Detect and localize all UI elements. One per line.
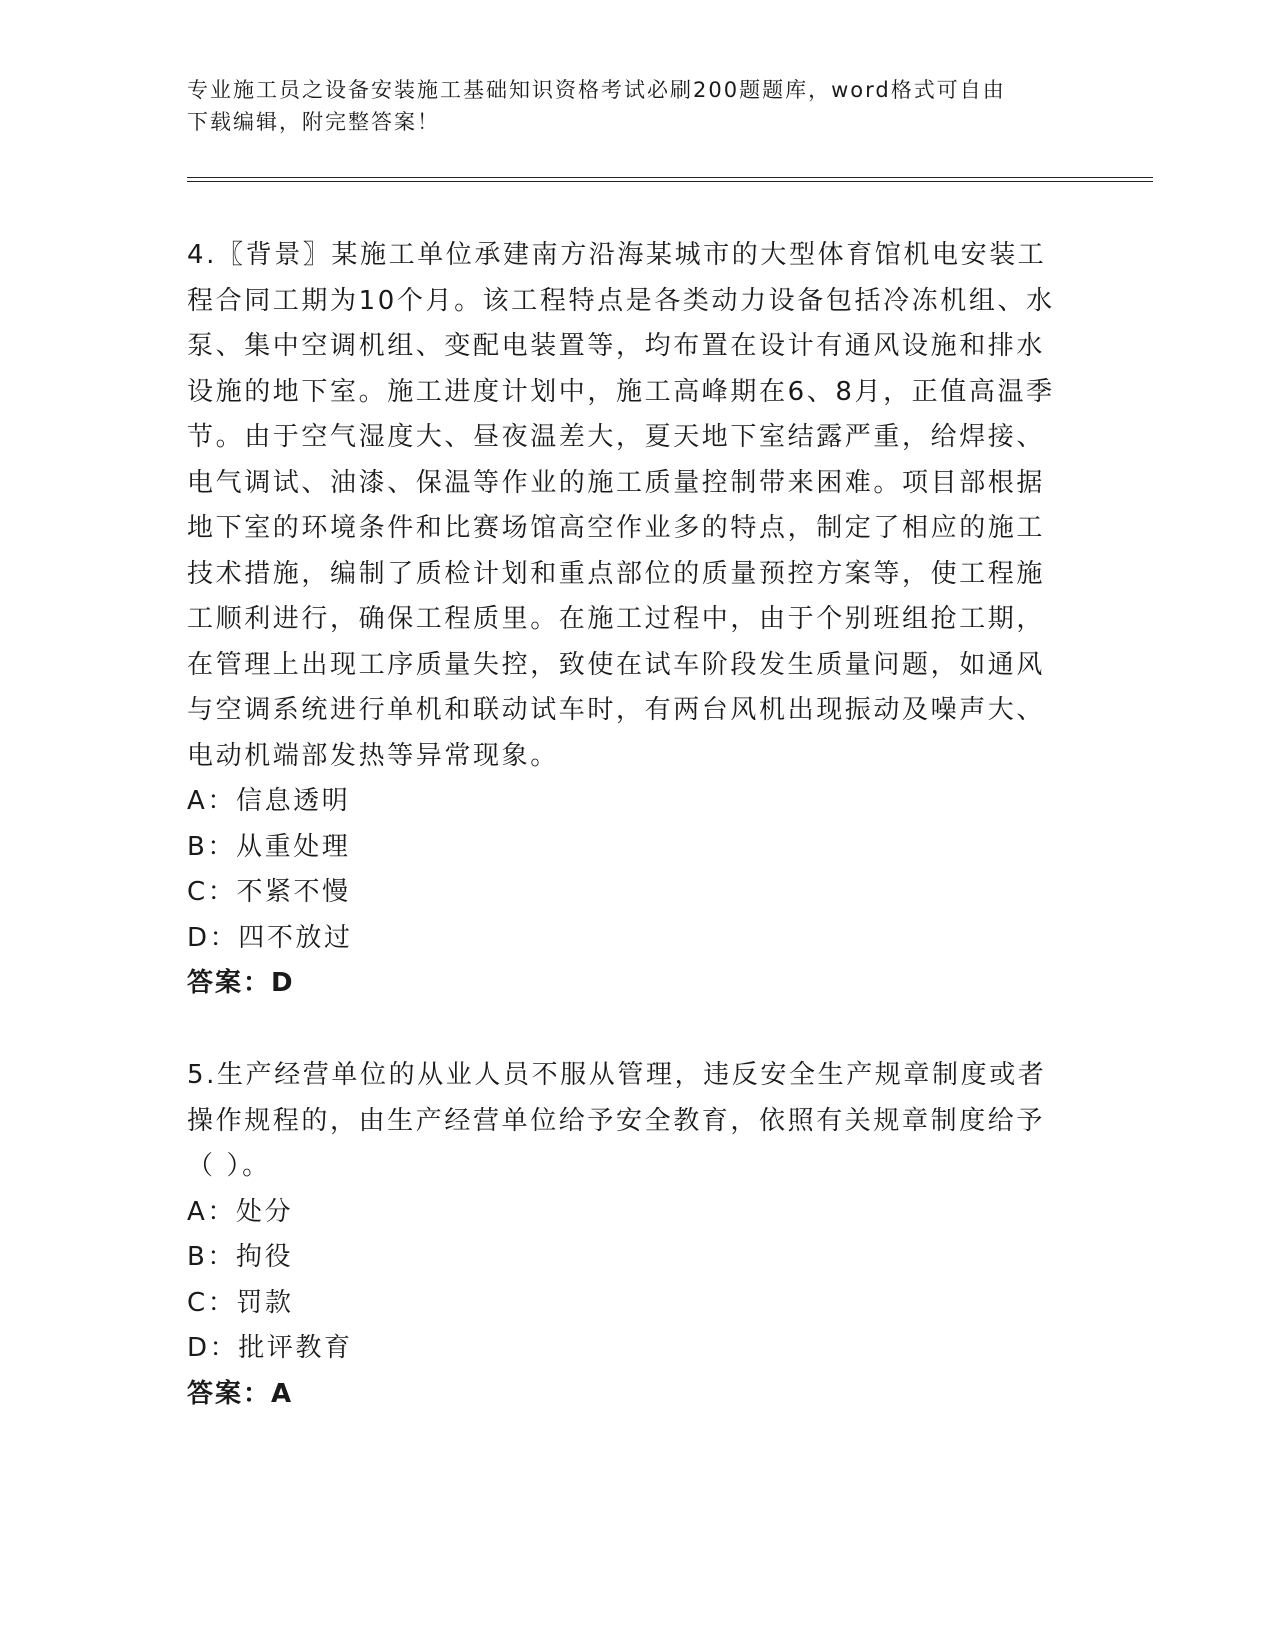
stem-line: 设施的地下室。施工进度计划中，施工高峰期在6、8月，正值高温季	[187, 376, 1055, 407]
option-b: B：从重处理	[187, 831, 351, 862]
question-4	[187, 233, 1077, 1007]
stem-line: 泵、集中空调机组、变配电装置等，均布置在设计有通风设施和排水	[187, 331, 1046, 361]
header-line: 下载编辑，附完整答案！	[187, 110, 440, 134]
stem-line: 在管理上出现工序质量失控，致使在试车阶段发生质量问题，如通风	[187, 649, 1046, 680]
option-a: A：信息透明	[187, 786, 351, 816]
stem-line: 地下室的环境条件和比赛场馆高空作业多的特点，制定了相应的施工	[187, 513, 1046, 543]
stem-line: 工顺利进行，确保工程质里。在施工过程中，由于个别班组抢工期，	[187, 604, 1046, 634]
stem-line: 与空调系统进行单机和联动试车时，有两台风机出现振动及噪声大、	[187, 695, 1046, 725]
option-b: B：拘役	[187, 1242, 294, 1272]
question-stem	[187, 1053, 1077, 1190]
stem-line: 电气调试、油漆、保温等作业的施工质量控制带来困难。项目部根据	[187, 467, 1046, 498]
option-list	[187, 779, 1077, 961]
option-c: C：罚款	[187, 1287, 294, 1318]
option-d: D：四不放过	[187, 922, 353, 953]
stem-line: 4.〖背景〗某施工单位承建南方沿海某城市的大型体育馆机电安装工	[187, 240, 1047, 270]
stem-line: 5.生产经营单位的从业人员不服从管理，违反安全生产规章制度或者	[187, 1060, 1047, 1090]
answer-label: 答案：D	[187, 968, 295, 998]
answer-label: 答案：A	[187, 1378, 294, 1409]
option-c: C：不紧不慢	[187, 877, 351, 907]
document-header	[187, 74, 1067, 138]
stem-line: （ ）。	[187, 1151, 271, 1181]
stem-line: 技术措施，编制了质检计划和重点部位的质量预控方案等，使工程施	[187, 558, 1046, 589]
option-d: D：批评教育	[187, 1333, 353, 1363]
stem-line: 程合同工期为10个月。该工程特点是各类动力设备包括冷冻机组、水	[187, 285, 1055, 316]
question-5	[187, 1053, 1077, 1417]
question-stem	[187, 233, 1077, 779]
stem-line: 电动机端部发热等异常现象。	[187, 740, 559, 771]
option-list	[187, 1190, 1077, 1372]
stem-line: 操作规程的，由生产经营单位给予安全教育，依照有关规章制度给予	[187, 1105, 1046, 1136]
header-line: 专业施工员之设备安装施工基础知识资格考试必刷200题题库，word格式可自由	[187, 78, 1006, 102]
option-a: A：处分	[187, 1196, 294, 1227]
stem-line: 节。由于空气湿度大、昼夜温差大，夏天地下室结露严重，给焊接、	[187, 422, 1046, 452]
header-double-rule	[187, 177, 1153, 182]
